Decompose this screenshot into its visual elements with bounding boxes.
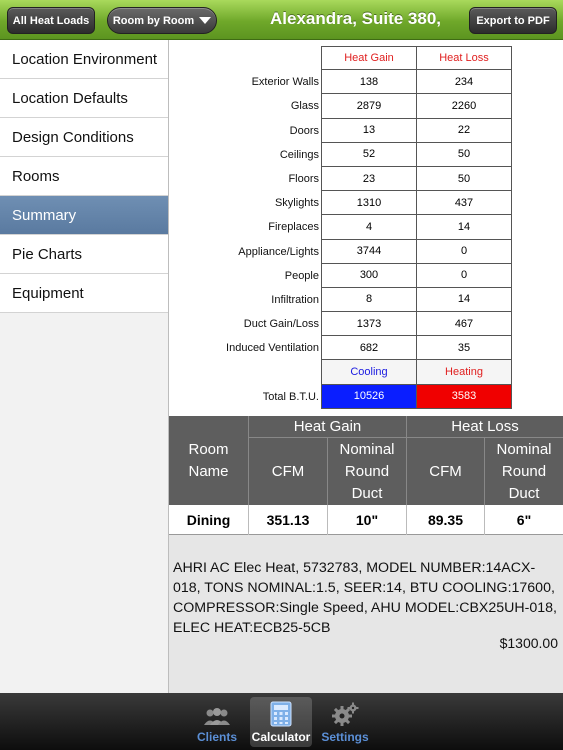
summary-mode-spacer [169,360,321,384]
heat-gain-value: 300 [322,264,417,288]
heat-gain-value: 23 [322,167,417,191]
top-navigation-bar [0,0,563,40]
heat-gain-value: 682 [322,336,417,360]
loss-duct-line2: Round [501,462,547,480]
heat-loss-header: Heat Loss [417,46,512,70]
summary-row-label: Floors [288,173,319,186]
heat-loss-value: 0 [417,240,512,264]
summary-row-label: Duct Gain/Loss [243,318,319,331]
gain-cfm-header [249,438,328,505]
heat-gain-group-header: Heat Gain [249,416,407,438]
heat-loss-value: 437 [417,191,512,215]
cooling-label: Cooling [322,360,417,384]
heat-loss-value: 234 [417,70,512,94]
loss-cfm-label: CFM [429,463,462,480]
heat-loss-value: 50 [417,167,512,191]
heat-loss-value: 14 [417,215,512,239]
heat-gain-header: Heat Gain [322,46,417,70]
tab-calculator-label: Calculator [251,730,311,744]
summary-mode-row [322,360,512,384]
total-cooling-value: 10526 [322,385,417,409]
heat-loss-value: 2260 [417,94,512,118]
summary-row [322,191,512,215]
loss-cfm-header [407,438,485,505]
summary-row-label: Exterior Walls [251,76,319,89]
summary-row [322,264,512,288]
summary-row-labels [169,46,321,409]
sidebar-item-equipment[interactable]: Equipment [0,274,168,313]
summary-row [322,215,512,239]
sidebar [0,40,169,693]
heat-gain-value: 3744 [322,240,417,264]
summary-row [322,119,512,143]
equipment-price: $1300.00 [499,635,558,651]
chevron-down-icon [199,17,211,24]
summary-row [322,288,512,312]
page-title: Alexandra, Suite 380, [270,9,442,28]
heat-loss-value: 35 [417,336,512,360]
heat-gain-value: 2879 [322,94,417,118]
sidebar-item-pie-charts[interactable]: Pie Charts [0,235,168,274]
summary-row-label: Ceilings [279,148,319,161]
loss-duct-cell: 6" [516,512,532,528]
gain-duct-line1: Nominal [339,440,395,458]
summary-row [322,143,512,167]
room-by-room-label: Room by Room [112,14,195,27]
summary-row [322,336,512,360]
gain-duct-line3: Duct [351,484,383,502]
summary-header-spacer [169,46,321,70]
main-content [169,40,563,693]
load-summary [169,40,563,416]
summary-row [322,312,512,336]
sidebar-item-location-defaults[interactable]: Location Defaults [0,79,168,118]
heating-label: Heating [417,360,512,384]
gain-cfm-cell: 351.13 [249,505,328,535]
all-heat-loads-button[interactable]: All Heat Loads [7,7,95,34]
room-header-line1: Room [188,440,229,458]
summary-row [322,94,512,118]
heat-gain-value: 1310 [322,191,417,215]
tab-clients[interactable] [186,697,248,747]
summary-row [322,240,512,264]
sidebar-item-rooms[interactable]: Rooms [0,157,168,196]
summary-row-label: Fireplaces [268,221,319,234]
summary-row-label: Infiltration [271,293,319,306]
gain-duct-header [328,438,407,505]
heat-loss-value: 50 [417,143,512,167]
tab-settings[interactable] [314,697,376,747]
gear-icon [330,701,360,727]
gain-duct-cell: 10" [328,505,407,535]
loss-duct-line1: Nominal [496,440,552,458]
summary-total-row [322,385,512,409]
heat-loss-value: 14 [417,288,512,312]
gain-duct-line2: Round [344,462,390,480]
tab-settings-label: Settings [321,730,369,744]
sidebar-item-summary[interactable]: Summary [0,196,168,235]
loss-cfm-cell: 89.35 [407,505,485,535]
loss-duct-line3: Duct [508,484,540,502]
summary-row-label: Appliance/Lights [238,245,319,258]
summary-row-label: Skylights [274,197,319,210]
summary-row-label: Doors [289,124,319,137]
room-by-room-dropdown[interactable] [107,7,217,34]
summary-row [322,167,512,191]
heat-gain-value: 138 [322,70,417,94]
bottom-tab-bar [0,693,563,750]
tab-calculator[interactable] [250,697,312,747]
room-table [169,416,563,535]
summary-row-label: Glass [290,100,319,113]
loss-duct-header [485,438,563,505]
room-table-header [169,416,563,505]
gain-cfm-label: CFM [271,463,305,480]
table-row[interactable] [169,505,563,535]
room-header-line2: Name [188,462,229,480]
sidebar-item-design-conditions[interactable]: Design Conditions [0,118,168,157]
room-name-header [169,416,249,505]
heat-loss-group-header: Heat Loss [407,416,563,438]
heat-gain-value: 4 [322,215,417,239]
total-heating-value: 3583 [417,385,512,409]
heat-gain-value: 52 [322,143,417,167]
sidebar-item-location-environment[interactable]: Location Environment [0,40,168,79]
summary-row-label: Induced Ventilation [226,342,319,355]
summary-row [322,70,512,94]
heat-loss-value: 22 [417,119,512,143]
calculator-icon [270,701,292,727]
heat-gain-value: 8 [322,288,417,312]
total-btu-label: Total B.T.U. [262,390,319,403]
room-name-cell: Dining [169,505,249,535]
tab-clients-label: Clients [196,730,237,744]
clients-icon [202,707,232,727]
heat-gain-value: 13 [322,119,417,143]
summary-header-row [322,46,512,70]
export-to-pdf-button[interactable]: Export to PDF [469,7,557,34]
heat-loss-value: 467 [417,312,512,336]
summary-grid [321,46,512,409]
summary-row-label: People [284,269,319,282]
equipment-description: AHRI AC Elec Heat, 5732783, MODEL NUMBER:14ACX-018, TONS NOMINAL:1.5, SEER:14, BTU COOLING:17600, COMPRESSOR:Single Speed, AHU MODEL:CBX25UH-018, ELEC HEAT:ECB25-5CB [173,560,557,636]
heat-gain-value: 1373 [322,312,417,336]
heat-loss-value: 0 [417,264,512,288]
